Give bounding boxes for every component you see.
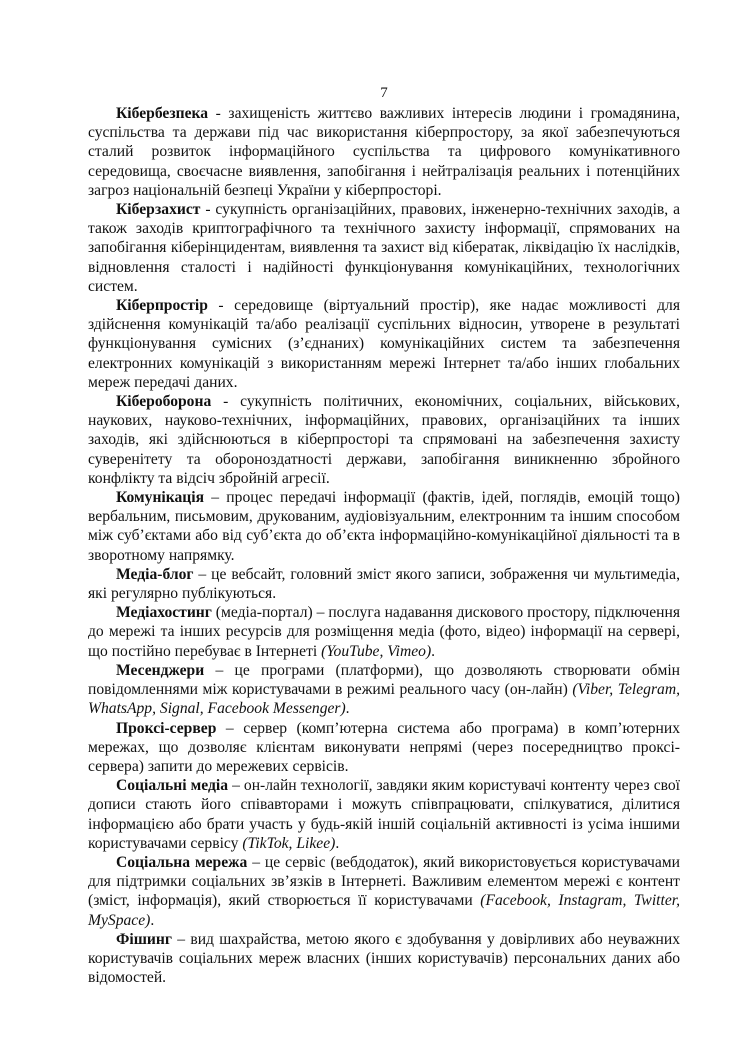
glossary-punctuation: .	[431, 642, 436, 660]
glossary-entry	[88, 392, 680, 488]
glossary-entry	[88, 603, 680, 661]
glossary-entry	[88, 930, 680, 988]
glossary-entry	[88, 776, 680, 853]
glossary-entry	[88, 565, 680, 603]
glossary-examples: (YouTube, Vimeo)	[321, 642, 432, 660]
glossary-definition: – це сервіс (вебдодаток), який використовується користувачами для підтримки соціальних зв’язків в Інтернеті. Важливим елементом мережі є контент (зміст, інформація), який створюється її користувачами	[88, 853, 680, 910]
glossary-definition: (медіа-портал) – послуга надавання дискового простору, підключення до мережі та інших ресурсів для розміщення медіа (фото, відео) інформації на сервері, що постійно перебуває в Інтернеті	[88, 604, 680, 660]
glossary-examples: (Viber, Telegram, WhatsApp, Signal, Facebook Messenger)	[88, 681, 680, 718]
glossary-definition: – сервер (комп’ютерна система або програма) в комп’ютерних мережах, що дозволяє клієнтам виконувати непрямі (через посередництво проксі-сервера) запити до мережевих сервісів.	[88, 719, 680, 775]
glossary-definition: - сукупність організаційних, правових, інженерно-технічних заходів, а також заходів криптографічного та технічного захисту інформації, спрямованих на запобігання кіберінцидентам, виявлення та захист від кібератак, ліквідацію їх наслідків, відновлення сталості і надійності функціонування комунікаційних, технологічних систем.	[88, 201, 680, 295]
glossary-entry	[88, 488, 680, 565]
glossary-definition: - сукупність політичних, економічних, соціальних, військових, наукових, науково-технічних, інформаційних, правових, організаційних та інших заходів, які здійснюються в кіберпросторі та спрямовані на забезпечення захисту суверенітету та обороноздатності держави, запобігання виникненню збройного конфлікту та відсіч збройній агресії.	[88, 393, 680, 487]
glossary-examples: (TikTok, Likee)	[242, 834, 336, 852]
glossary-definition: – це програми (платформи), що дозволяють створювати обмін повідомленнями між користувачами в режимі реального часу (он-лайн)	[88, 661, 680, 699]
glossary-definition: – процес передачі інформації (фактів, ідей, поглядів, емоцій тощо) вербальним, письмовим, друкованим, аудіовізуальним, електронним та іншим способом між суб’єктами або від суб’єкта до об’єкта інформаційно-комунікаційної діяльності та в зворотному напрямку.	[88, 489, 680, 564]
glossary-term: Медіа-блог	[116, 565, 194, 583]
glossary-punctuation: .	[335, 834, 340, 852]
glossary-term: Кібероборона	[116, 393, 212, 411]
glossary-entries	[88, 104, 680, 987]
glossary-entry	[88, 661, 680, 719]
glossary-term: Кіберзахист	[116, 201, 201, 219]
glossary-definition: – це вебсайт, головний зміст якого записи, зображення чи мультимедіа, які регулярно публікуються.	[88, 565, 680, 603]
glossary-entry	[88, 296, 680, 392]
glossary-entry	[88, 104, 680, 200]
glossary-term: Соціальні медіа	[116, 777, 229, 795]
glossary-examples: (Facebook, Instagram, Twitter, MySpace)	[88, 892, 680, 929]
glossary-definition: – вид шахрайства, метою якого є здобування у довірливих або неуважних користувачів соціальних мереж власних (інших користувачів) персональних даних або відомостей.	[88, 930, 680, 987]
glossary-term: Комунікація	[116, 489, 205, 507]
glossary-entry	[88, 719, 680, 777]
glossary-definition: - середовище (віртуальний простір), яке надає можливості для здійснення комунікацій та/або реалізації суспільних відносин, утворене в результаті функціонування сумісних (з’єднаних) комунікаційних систем та забезпечення електронних комунікацій з використанням мережі Інтернет та/або інших глобальних мереж передачі даних.	[88, 297, 680, 391]
glossary-entry	[88, 853, 680, 930]
glossary-punctuation: .	[345, 700, 350, 718]
glossary-term: Кіберпростір	[116, 297, 208, 315]
glossary-definition: – он-лайн технології, завдяки яким користувачі контенту через свої дописи стають його співавторами і можуть співпрацювати, спілкуватися, ділитися інформацією або брати участь у будь-якій іншій соціальній активності із усіма іншими користувачами сервісу	[88, 777, 681, 852]
glossary-entry	[88, 200, 680, 296]
glossary-term: Фішинг	[116, 930, 172, 948]
glossary-term: Соціальна мережа	[116, 853, 248, 871]
glossary-definition: - захищеність життєво важливих інтересів людини і громадянина, суспільства та держави під час використання кіберпростору, за якої забезпечуються сталий розвиток інформаційного суспільства та цифрового комунікативного середовища, своєчасне виявлення, запобігання і нейтралізація реальних і потенційних загроз національній безпеці України у кіберпросторі.	[88, 105, 680, 199]
glossary-term: Месенджери	[116, 661, 205, 679]
glossary-term: Медіахостинг	[116, 604, 212, 622]
page-number: 7	[380, 85, 388, 101]
glossary-term: Кібербезпека	[116, 105, 209, 122]
glossary-punctuation: .	[150, 911, 155, 929]
glossary-term: Проксі-сервер	[116, 719, 217, 737]
